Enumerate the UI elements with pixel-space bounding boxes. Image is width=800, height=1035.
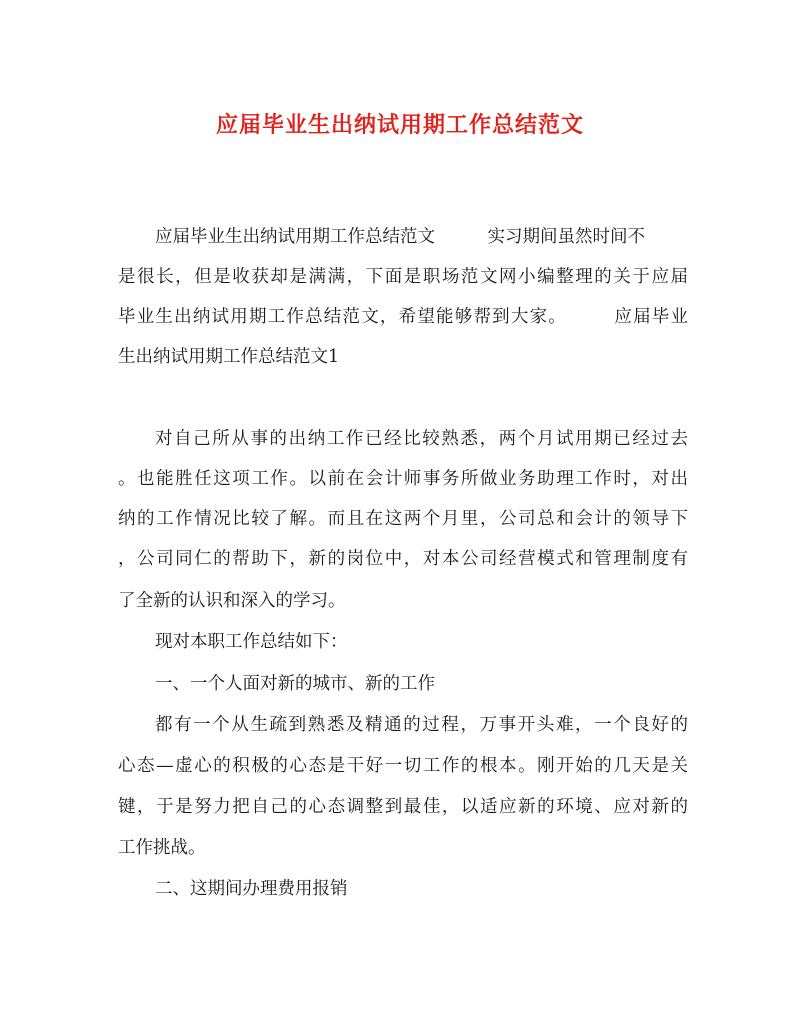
document-title: 应届毕业生出纳试用期工作总结范文 [215,112,584,138]
paragraph-line: 生出纳试用期工作总结范文1 [118,347,340,367]
paragraph-line: 心态—虚心的积极的心态是干好一切工作的根本。刚开始的几天是关 [118,756,688,776]
paragraph-line: 是很长，但是收获却是满满，下面是职场范文网小编整理的关于应届 [118,267,688,287]
paragraph-line: 。也能胜任这项工作。以前在会计师事务所做业务助理工作时，对出 [118,469,688,489]
paragraph-line: ，公司同仁的帮助下，新的岗位中，对本公司经营模式和管理制度有 [118,549,688,569]
paragraph-line: 纳的工作情况比较了解。而且在这两个月里，公司总和会计的领导下 [118,509,688,529]
paragraph-line: 都有一个从生疏到熟悉及精通的过程，万事开头难，一个良好的 [155,715,688,735]
paragraph-line: 键，于是努力把自己的心态调整到最佳，以适应新的环境、应对新的 [118,797,688,817]
paragraph-line: 现对本职工作总结如下： [155,632,348,652]
paragraph-line: 对自己所从事的出纳工作已经比较熟悉，两个月试用期已经过去 [155,429,688,449]
paragraph-line: 应届毕业生出纳试用期工作总结范文 实习期间虽然时间不 [155,227,645,247]
section-heading: 二、这期间办理费用报销 [155,879,348,899]
section-heading: 一、一个人面对新的城市、新的工作 [155,674,435,694]
paragraph-line: 毕业生出纳试用期工作总结范文，希望能够帮到大家。 应届毕业 [118,307,688,327]
paragraph-line: 了全新的认识和深入的学习。 [118,591,346,611]
paragraph-line: 工作挑战。 [118,838,206,858]
